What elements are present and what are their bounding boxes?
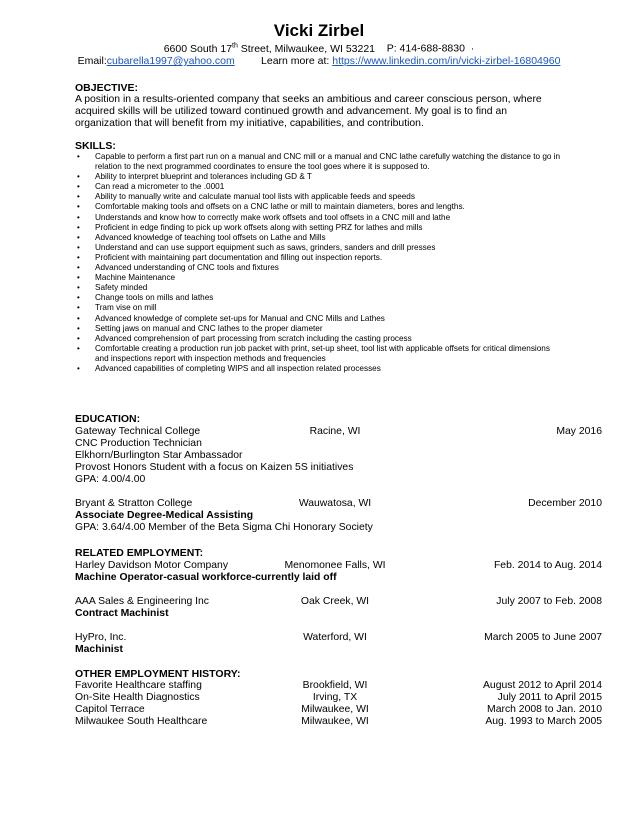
job-company: Capitol Terrace [75,704,145,715]
objective-heading: OBJECTIVE: [75,82,139,94]
skill-item: • Advanced capabilities of completing WIPS and all inspection related processes [75,364,565,374]
related-employment-heading: RELATED EMPLOYMENT: [75,547,204,559]
education-detail: CNC Production Technician [75,438,202,449]
resume-name: Vicki Zirbel [273,21,365,40]
skill-item: • Advanced understanding of CNC tools and fixtures [75,263,565,273]
education-detail: GPA: 4.00/4.00 [75,474,146,485]
skill-item: • Advanced knowledge of complete set-ups for Manual and CNC Mills and Lathes [75,314,565,324]
phone-number: P: 414-688-8830 [386,42,465,55]
job-location: Oak Creek, WI [300,596,370,607]
school-date: May 2016 [556,426,602,437]
school-name: Bryant & Stratton College [75,498,193,509]
skill-item: • Understands and know how to correctly make work offsets and tool offsets in a CNC mill and lathe [75,213,565,223]
education-detail: Provost Honors Student with a focus on Kaizen 5S initiatives [75,462,354,473]
education-heading: EDUCATION: [75,413,141,425]
school-location: Wauwatosa, WI [298,498,372,509]
skill-item: • Change tools on mills and lathes [75,293,565,303]
job-title: Machinist [75,644,123,655]
skill-item: • Capable to perform a first part run on a manual and CNC mill or a manual and CNC lathe carefully watching the distance to go in relation to the next programmed coordinates to ensure the tool goes where it is supposed to. [75,152,565,172]
address-line [0,42,638,55]
skill-item: • Ability to manually write and calculate manual tool lists with applicable feeds and speeds [75,192,565,202]
objective-line: A position in a results-oriented company that seeks an ambitious and career conscious person, where [75,94,542,105]
skills-list [75,152,565,374]
degree-title: Associate Degree-Medical Assisting [75,510,254,521]
job-dates: July 2011 to April 2015 [497,692,602,703]
job-title: Contract Machinist [75,608,169,619]
job-company: AAA Sales & Engineering Inc [75,596,210,607]
job-location: Menomonee Falls, WI [284,560,386,571]
job-row [75,680,602,692]
school-name: Gateway Technical College [75,426,201,437]
objective-line: organization that will benefit from my initiative, capabilities, and contribution. [75,118,424,129]
job-row [75,596,602,608]
other-employment-heading: OTHER EMPLOYMENT HISTORY: [75,668,241,680]
job-company: On-Site Health Diagnostics [75,692,200,703]
skill-item: • Proficient with maintaining part documentation and filling out inspection reports. [75,253,565,263]
skill-item: • Proficient in edge finding to pick up work offsets along with setting PRZ for lathes and mills [75,223,565,233]
linkedin-link[interactable]: https://www.linkedin.com/in/vicki-zirbel-16804960 [332,55,561,67]
skill-item: • Comfortable creating a production run job packet with print, set-up sheet, tool list with applicable offsets for critical dimensions and inspections report with inspection methods and frequencies [75,344,565,364]
objective-text [75,94,555,130]
job-location: Brookfield, WI [302,680,368,691]
job-company: Harley Davidson Motor Company [75,560,229,571]
contact-line [0,55,638,67]
skills-heading: SKILLS: [75,140,116,152]
job-dates: Feb. 2014 to Aug. 2014 [493,560,602,571]
skill-item: • Setting jaws on manual and CNC lathes to the proper diameter [75,324,565,334]
education-row-bryant [75,498,602,510]
objective-line: acquired skills will be utilized toward continued growth and advancement. My goal is to find an [75,106,508,117]
job-row [75,632,602,644]
learn-more-label: Learn more at: [261,55,330,67]
phone-dot: · [470,42,475,55]
street-address: 6600 South 17th Street, Milwaukee, WI 53221 [163,42,376,55]
job-dates: July 2007 to Feb. 2008 [496,596,602,607]
email-label: Email: [77,55,107,67]
school-location: Racine, WI [309,426,361,437]
job-location: Milwaukee, WI [301,716,369,727]
job-title: Machine Operator-casual workforce-currently laid off [75,572,337,583]
education-detail: GPA: 3.64/4.00 Member of the Beta Sigma Chi Honorary Society [75,522,373,533]
skill-item: • Machine Maintenance [75,273,565,283]
job-row [75,560,602,572]
skill-item: • Can read a micrometer to the .0001 [75,182,565,192]
job-company: Favorite Healthcare staffing [75,680,202,691]
job-row [75,716,602,728]
skill-item: • Advanced comprehension of part processing from scratch including the casting process [75,334,565,344]
job-location: Milwaukee, WI [301,704,369,715]
job-dates: March 2005 to June 2007 [484,632,602,643]
email-link[interactable]: cubarella1997@yahoo.com [106,55,235,67]
job-location: Irving, TX [312,692,358,703]
skill-item: • Advanced knowledge of teaching tool offsets on Lathe and Mills [75,233,565,243]
job-row [75,692,602,704]
school-date: December 2010 [528,498,602,509]
job-row [75,704,602,716]
job-dates: Aug. 1993 to March 2005 [485,716,602,727]
skill-item: • Comfortable making tools and offsets on a CNC lathe or mill to maintain diameters, bores and lengths. [75,202,565,212]
job-dates: August 2012 to April 2014 [482,680,602,691]
skill-item: • Ability to interpret blueprint and tolerances including GD & T [75,172,565,182]
skill-item: • Safety minded [75,283,565,293]
job-company: HyPro, Inc. [75,632,127,643]
job-location: Waterford, WI [303,632,367,643]
job-company: Milwaukee South Healthcare [75,716,208,727]
education-row-gtc [75,426,602,438]
education-detail: Elkhorn/Burlington Star Ambassador [75,450,243,461]
skill-item: • Understand and can use support equipment such as saws, grinders, sanders and drill presses [75,243,565,253]
skill-item: • Tram vise on mill [75,303,565,313]
job-dates: March 2008 to Jan. 2010 [487,704,602,715]
